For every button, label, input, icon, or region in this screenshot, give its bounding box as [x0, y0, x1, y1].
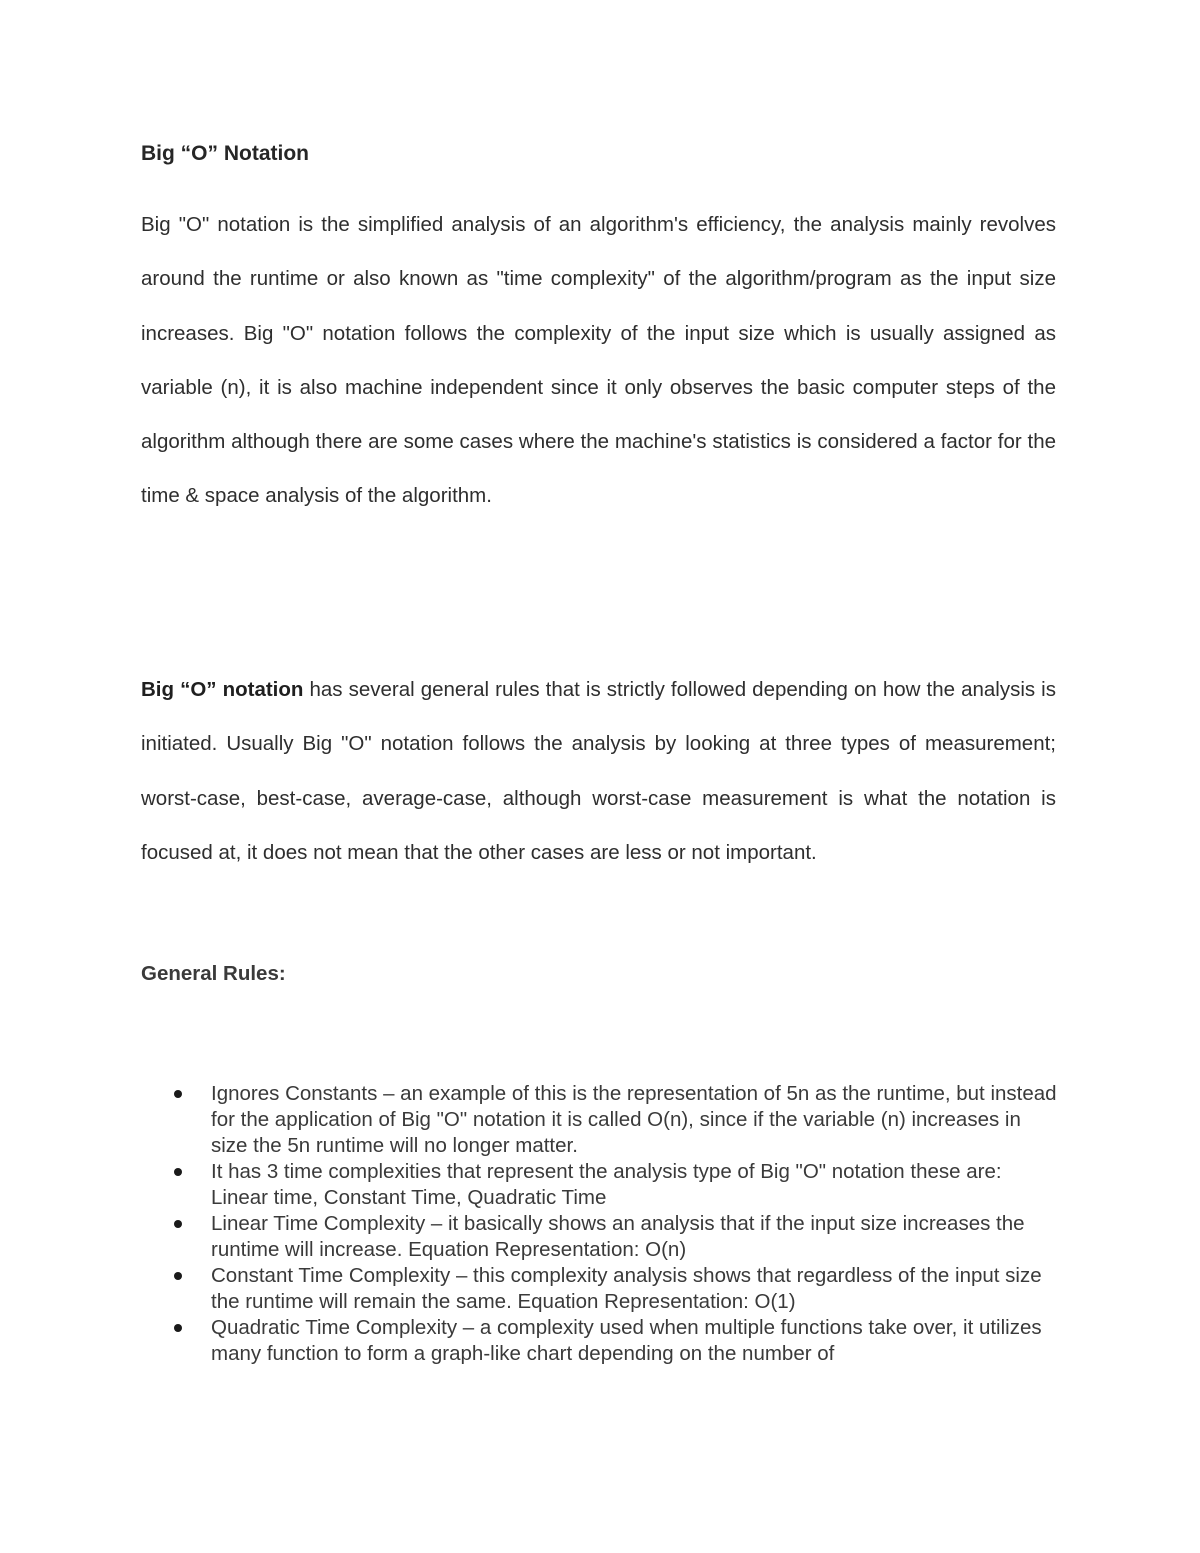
list-item: [211, 1081, 1061, 1159]
list-item-text: Linear Time Complexity – it basically shows an analysis that if the input size increases the runtime will increase. Equation Representation: O(n): [211, 1212, 1025, 1261]
list-item-text: Constant Time Complexity – this complexity analysis shows that regardless of the input size the runtime will remain the same. Equation Representation: O(1): [211, 1264, 1042, 1313]
paragraph-body: has several general rules that is strictly followed depending on how the analysis is initiated. Usually Big "O" notation follows the analysis by looking at three types of measurement; worst-case, best-case, average-case, although worst-case measurement is what the notation is focused at, it does not mean that the other cases are less or not important.: [141, 678, 1056, 864]
list-item: [211, 1315, 1061, 1367]
bullet-icon: [174, 1090, 182, 1098]
bullet-icon: [174, 1324, 182, 1332]
bullet-icon: [174, 1220, 182, 1228]
rules-intro-paragraph: [141, 663, 1056, 880]
list-item: [211, 1159, 1061, 1211]
list-item-text: Quadratic Time Complexity – a complexity used when multiple functions take over, it utilizes many function to form a graph-like chart depending on the number of: [211, 1316, 1042, 1365]
list-item-text: Ignores Constants – an example of this is the representation of 5n as the runtime, but instead for the application of Big "O" notation it is called O(n), since if the variable (n) increases in size the 5n runtime will no longer matter.: [211, 1082, 1057, 1157]
bullet-icon: [174, 1272, 182, 1280]
document-title: Big “O” Notation: [141, 142, 309, 165]
list-item: [211, 1211, 1061, 1263]
list-item: [211, 1263, 1061, 1315]
bullet-icon: [174, 1168, 182, 1176]
general-rules-list: [211, 1081, 1061, 1367]
intro-paragraph: Big "O" notation is the simplified analysis of an algorithm's efficiency, the analysis mainly revolves around the runtime or also known as "time complexity" of the algorithm/program as the input size increases. Big "O" notation follows the complexity of the input size which is usually assigned as variable (n), it is also machine independent since it only observes the basic computer steps of the algorithm although there are some cases where the machine's statistics is considered a factor for the time & space analysis of the algorithm.: [141, 213, 1056, 508]
list-item-text: It has 3 time complexities that represent the analysis type of Big "O" notation these are: Linear time, Constant Time, Quadratic Time: [211, 1160, 1002, 1209]
general-rules-heading: General Rules:: [141, 962, 286, 985]
paragraph-bold-lead: Big “O” notation: [141, 678, 304, 701]
